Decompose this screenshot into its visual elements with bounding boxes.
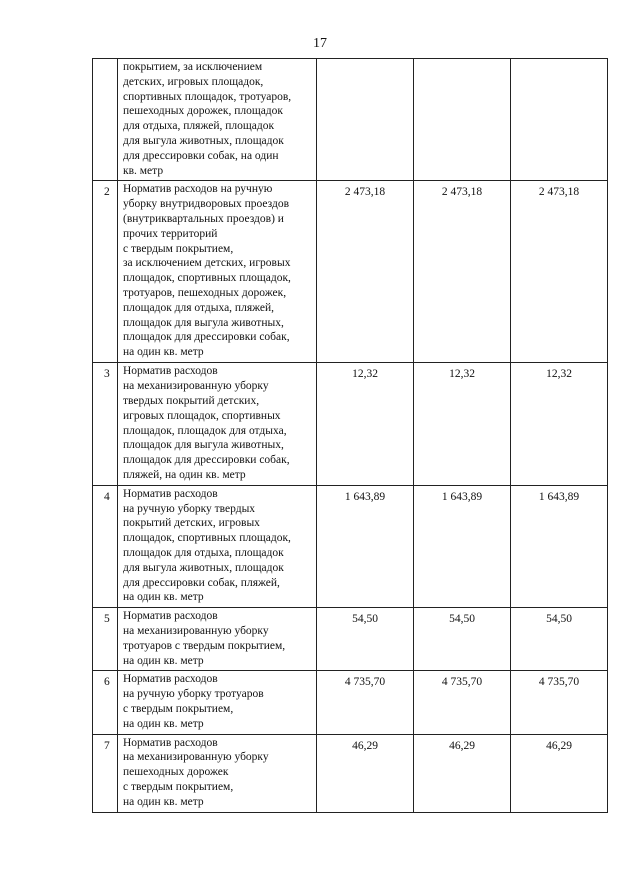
row-value-2	[414, 59, 511, 181]
row-value-1: 4 735,70	[317, 671, 414, 734]
row-number: 4	[93, 485, 118, 607]
row-value-2: 1 643,89	[414, 485, 511, 607]
row-value-1: 1 643,89	[317, 485, 414, 607]
row-value-3: 2 473,18	[511, 181, 608, 363]
table-row	[93, 363, 608, 485]
row-value-2: 2 473,18	[414, 181, 511, 363]
row-number: 5	[93, 608, 118, 671]
row-description: Норматив расходов на ручную уборку тротуаров с твердым покрытием, на один кв. метр	[118, 671, 317, 734]
row-number: 3	[93, 363, 118, 485]
row-description: Норматив расходов на ручную уборку твердых покрытий детских, игровых площадок, спортивных площадок, площадок для отдыха, площадок для выгула животных, площадок для дрессировки собак, пляжей, на один кв. метр	[118, 485, 317, 607]
row-description: Норматив расходов на механизированную уборку твердых покрытий детских, игровых площадок, спортивных площадок, площадок для отдыха, площадок для выгула животных, площадок для дрессировки собак, пляжей, на один кв. метр	[118, 363, 317, 485]
page-number: 17	[313, 36, 327, 51]
row-value-2: 46,29	[414, 734, 511, 812]
row-value-2: 4 735,70	[414, 671, 511, 734]
table-row	[93, 671, 608, 734]
row-value-2: 12,32	[414, 363, 511, 485]
norms-table	[92, 58, 608, 813]
row-value-3: 1 643,89	[511, 485, 608, 607]
row-number: 6	[93, 671, 118, 734]
row-value-3: 54,50	[511, 608, 608, 671]
row-value-1	[317, 59, 414, 181]
row-value-2: 54,50	[414, 608, 511, 671]
table-row	[93, 181, 608, 363]
row-value-1: 2 473,18	[317, 181, 414, 363]
row-number	[93, 59, 118, 181]
row-value-1: 54,50	[317, 608, 414, 671]
row-description: Норматив расходов на ручную уборку внутридворовых проездов (внутриквартальных проездов) и прочих территорий с твердым покрытием, за исключением детских, игровых площадок, спортивных площадок, тротуаров, пешеходных дорожек, площадок для отдыха, пляжей, площадок для выгула животных, площадок для дрессировки собак, на один кв. метр	[118, 181, 317, 363]
row-description: Норматив расходов на механизированную уборку тротуаров с твердым покрытием, на один кв. метр	[118, 608, 317, 671]
row-number: 2	[93, 181, 118, 363]
row-value-1: 12,32	[317, 363, 414, 485]
row-value-3: 12,32	[511, 363, 608, 485]
row-value-1: 46,29	[317, 734, 414, 812]
table-row	[93, 608, 608, 671]
row-description: Норматив расходов на механизированную уборку пешеходных дорожек с твердым покрытием, на один кв. метр	[118, 734, 317, 812]
table-row	[93, 59, 608, 181]
table-row	[93, 485, 608, 607]
row-number: 7	[93, 734, 118, 812]
row-description: покрытием, за исключением детских, игровых площадок, спортивных площадок, тротуаров, пешеходных дорожек, площадок для отдыха, пляжей, площадок для выгула животных, площадок для дрессировки собак, на один кв. метр	[118, 59, 317, 181]
row-value-3: 4 735,70	[511, 671, 608, 734]
row-value-3: 46,29	[511, 734, 608, 812]
row-value-3	[511, 59, 608, 181]
table-row	[93, 734, 608, 812]
